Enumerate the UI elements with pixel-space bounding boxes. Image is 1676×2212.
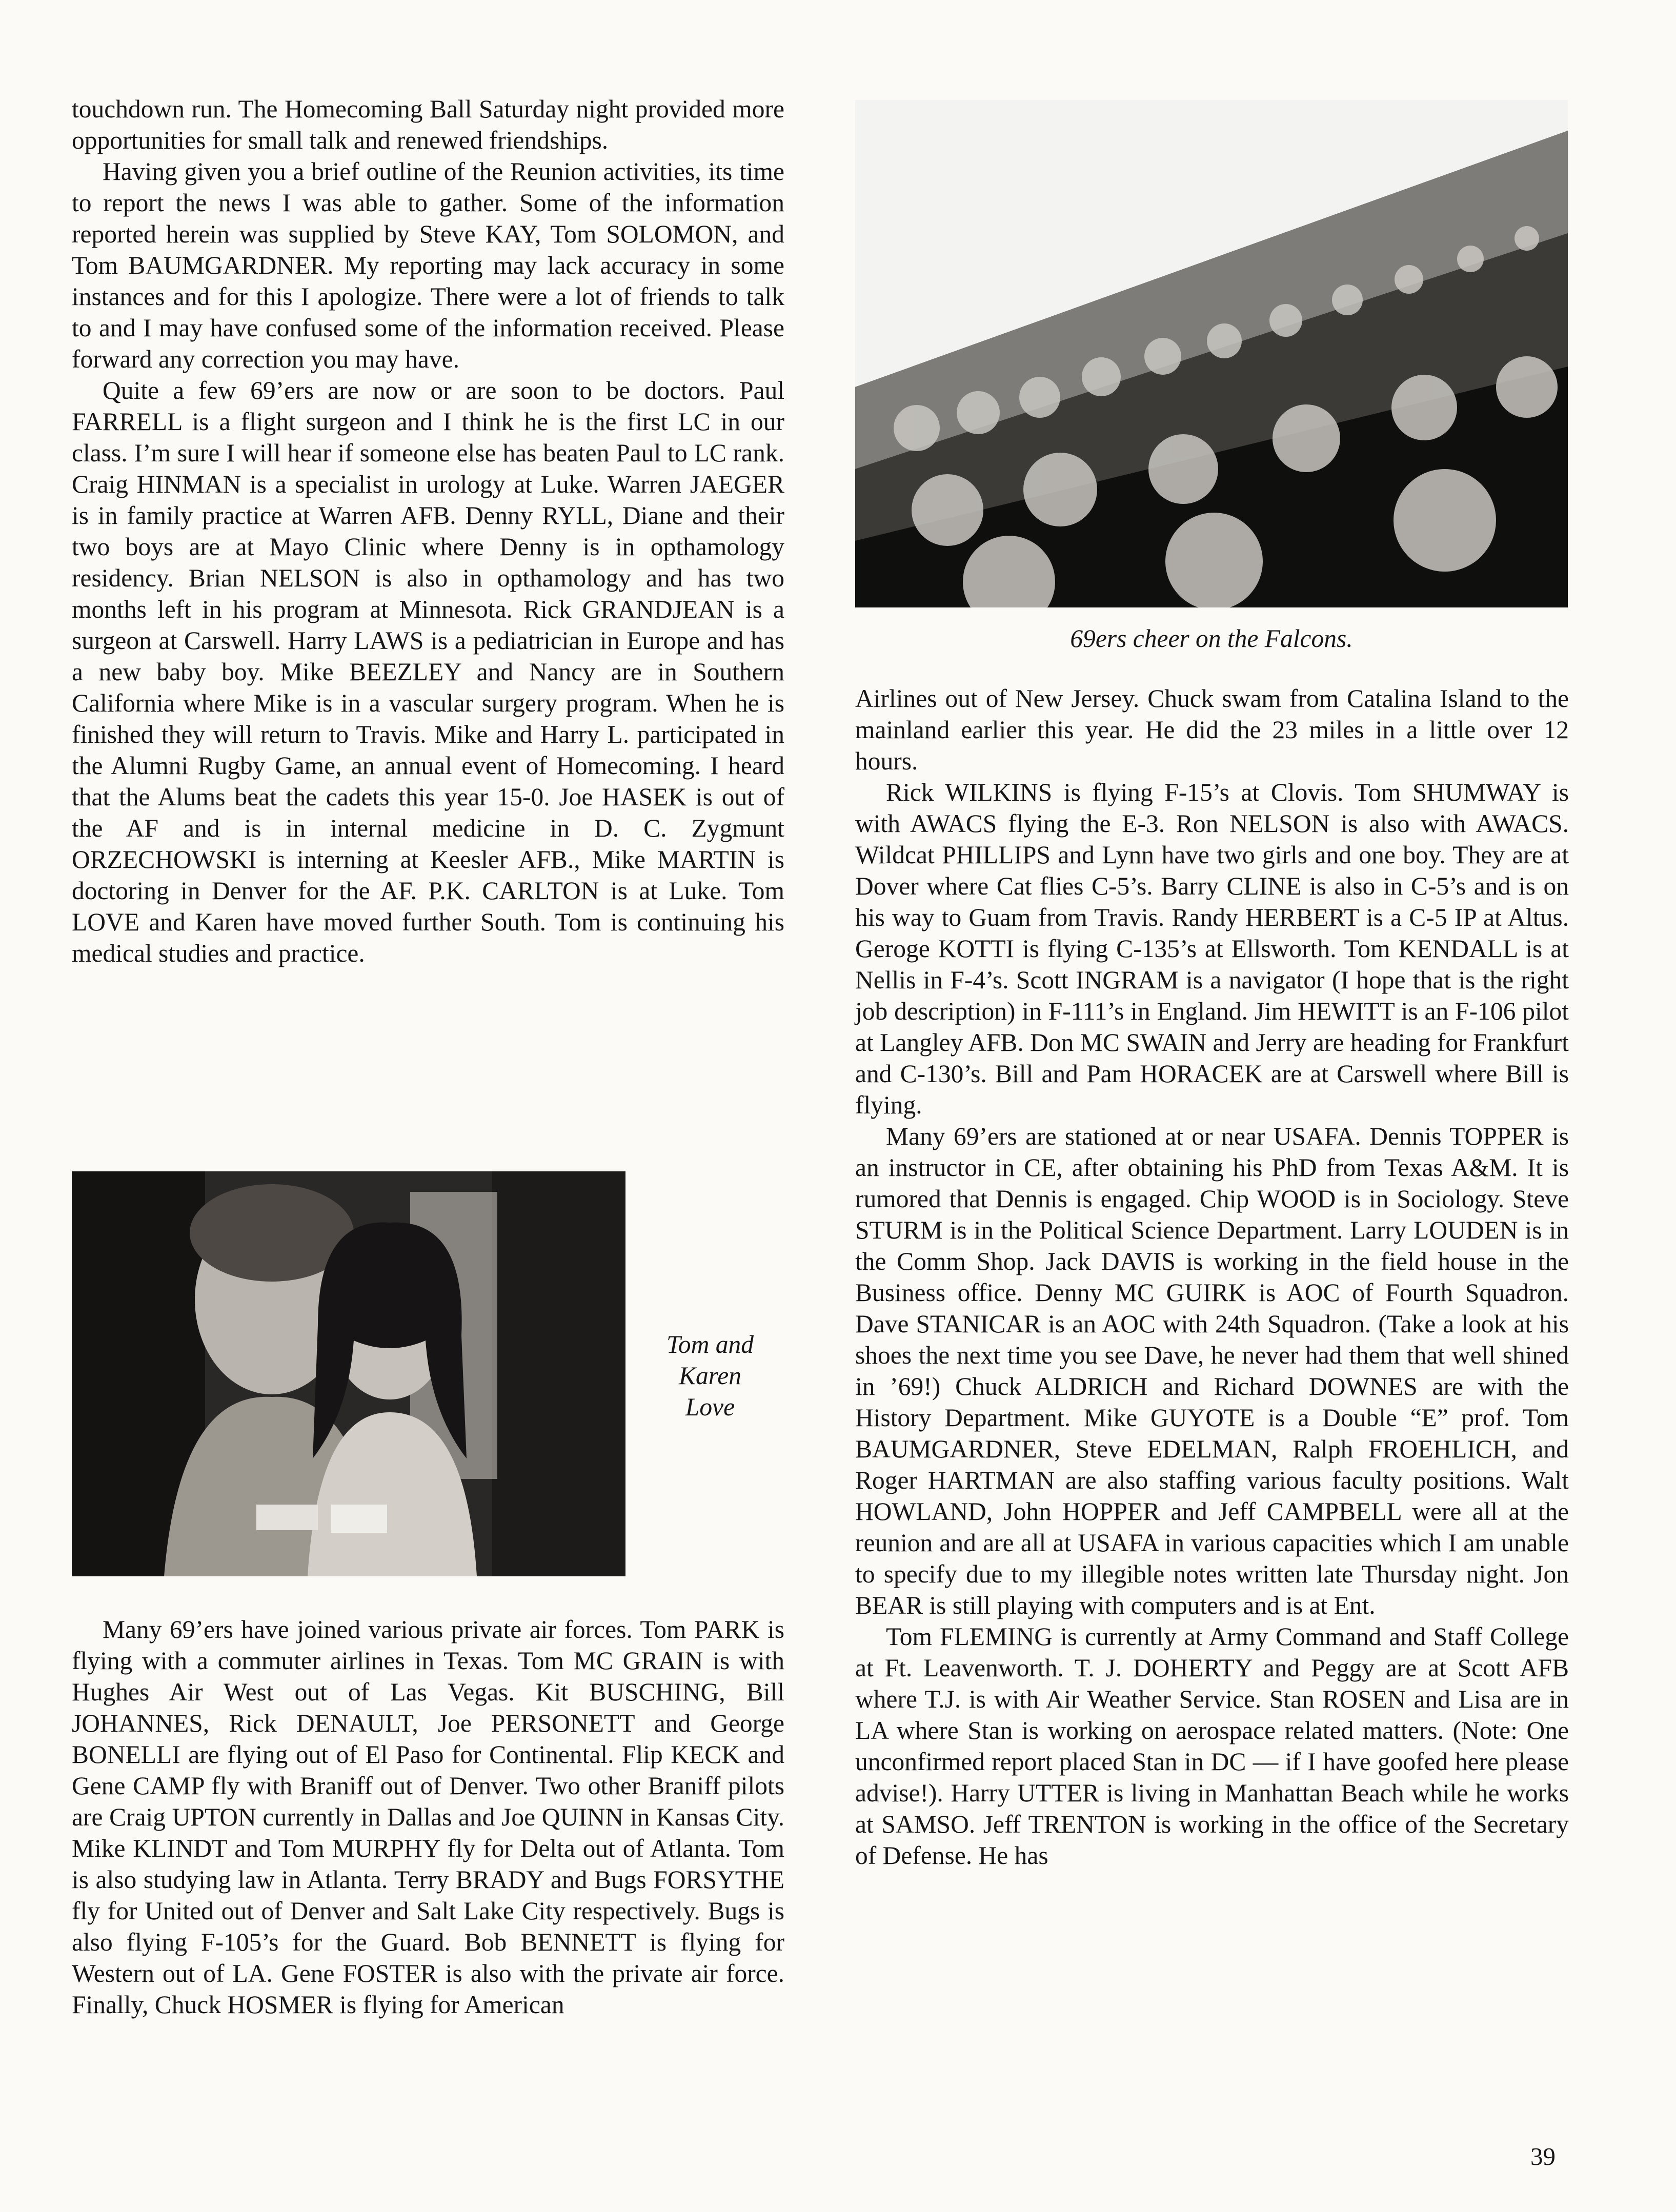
caption-line: Karen (679, 1362, 741, 1390)
paragraph: Many 69’ers are stationed at or near USAFA. Dennis TOPPER is an instructor in CE, after obtaining his PhD from Texas A&M. It is rumored that Dennis is engaged. Chip WOOD is in Sociology. Steve STURM is in the Political Science Department. Larry LOUDEN is in the Comm Shop. Jack DAVIS is working in the field house in the Business office. Denny MC GUIRK is AOC of Fourth Squadron. Dave STANICAR is an AOC with 24th Squadron. (Take a look at his shoes the next time you see Dave, he never had them that well shined in ’69!) Chuck ALDRICH and Richard DOWNES are with the History Department. Mike GUYOTE is a Double “E” prof. Tom BAUMGARDNER, Steve EDELMAN, Ralph FROEHLICH, and Roger HARTMAN are also staffing various faculty positions. Walt HOWLAND, John HOPPER and Jeff CAMPBELL were all at the reunion and are all at USAFA in various capacities which I am unable to specify due to my illegible notes written late Thursday night. Jon BEAR is still playing with computers and is at Ent. (855, 1122, 1569, 1619)
crowd-photo (855, 100, 1568, 607)
paragraph: Many 69’ers have joined various private air forces. Tom PARK is flying with a commuter airlines in Texas. Tom MC GRAIN is with Hughes Air West out of Las Vegas. Kit BUSCHING, Bill JOHANNES, Rick DENAULT, Joe PERSONETT and George BONELLI are flying out of El Paso for Continental. Flip KECK and Gene CAMP fly with Braniff out of Denver. Two other Braniff pilots are Craig UPTON currently in Dallas and Joe QUINN in Kansas City. Mike KLINDT and Tom MURPHY fly for Delta out of Atlanta. Tom is also studying law in Atlanta. Terry BRADY and Bugs FORSYTHE fly for United out of Denver and Salt Lake City respectively. Bugs is also flying F-105’s for the Guard. Bob BENNETT is flying for Western out of LA. Gene FOSTER is also with the private air force. Finally, Chuck HOSMER is flying for American (72, 1615, 784, 2019)
crowd-photo-caption: 69ers cheer on the Falcons. (1070, 624, 1353, 653)
couple-photo-caption (625, 1329, 795, 1423)
right-column (855, 683, 1569, 1871)
caption-line: Tom and (666, 1330, 754, 1358)
left-column-top (72, 93, 784, 969)
paragraph: Rick WILKINS is flying F-15’s at Clovis. Tom SHUMWAY is with AWACS flying the E-3. Ron NELSON is also with AWACS. Wildcat PHILLIPS and Lynn have two girls and one boy. They are at Dover where Cat flies C-5’s. Barry CLINE is also in C-5’s and is on his way to Guam from Travis. Randy HERBERT is a C-5 IP at Altus. Geroge KOTTI is flying C-135’s at Ellsworth. Tom KENDALL is at Nellis in F-4’s. Scott INGRAM is a navigator (I hope that is the right job description) in F-111’s in England. Jim HEWITT is an F-106 pilot at Langley AFB. Don MC SWAIN and Jerry are heading for Frankfurt and C-130’s. Bill and Pam HORACEK are at Carswell where Bill is flying. (855, 778, 1569, 1119)
couple-photo-image (72, 1171, 625, 1576)
couple-photo (72, 1171, 625, 1576)
paragraph: Quite a few 69’ers are now or are soon to be doctors. Paul FARRELL is a flight surgeon and I think he is the first LC in our class. I’m sure I will hear if someone else has beaten Paul to LC rank. Craig HINMAN is a specialist in urology at Luke. Warren JAEGER is in family practice at Warren AFB. Denny RYLL, Diane and their two boys are at Mayo Clinic where Denny is in opthamology residency. Brian NELSON is also in opthamology and has two months left in his program at Minnesota. Rick GRANDJEAN is a surgeon at Carswell. Harry LAWS is a pediatrician in Europe and has a new baby boy. Mike BEEZLEY and Nancy are in Southern California where Mike is in a vascular surgery program. When he is finished they will return to Travis. Mike and Harry L. participated in the Alumni Rugby Game, an annual event of Homecoming. I heard that the Alums beat the cadets this year 15-0. Joe HASEK is out of the AF and is in internal medicine in D. C. Zygmunt ORZECHOWSKI is interning at Keesler AFB., Mike MARTIN is doctoring in Denver for the AF. P.K. CARLTON is at Luke. Tom LOVE and Karen have moved further South. Tom is continuing his medical studies and practice. (72, 376, 784, 967)
page-number: 39 (1530, 2142, 1556, 2170)
crowd-photo-image (855, 100, 1568, 607)
left-column-bottom (72, 1614, 784, 2020)
paragraph: touchdown run. The Homecoming Ball Saturday night provided more opportunities for small talk and renewed friendships. (72, 95, 784, 154)
paragraph: Tom FLEMING is currently at Army Command and Staff College at Ft. Leavenworth. T. J. DOHERTY and Peggy are at Scott AFB where T.J. is with Air Weather Service. Stan ROSEN and Lisa are in LA where Stan is working on aerospace related matters. (Note: One unconfirmed report placed Stan in DC — if I have goofed here please advise!). Harry UTTER is living in Manhattan Beach while he works at SAMSO. Jeff TRENTON is working in the office of the Secretary of Defense. He has (855, 1622, 1569, 1870)
caption-line: Love (685, 1393, 735, 1421)
paragraph: Having given you a brief outline of the Reunion activities, its time to report the news I was able to gather. Some of the information reported herein was supplied by Steve KAY, Tom SOLOMON, and Tom BAUMGARDNER. My reporting may lack accuracy in some instances and for this I apologize. There were a lot of friends to talk to and I may have confused some of the information received. Please forward any correction you may have. (72, 157, 784, 373)
paragraph: Airlines out of New Jersey. Chuck swam from Catalina Island to the mainland earlier this year. He did the 23 miles in a little over 12 hours. (855, 684, 1569, 775)
